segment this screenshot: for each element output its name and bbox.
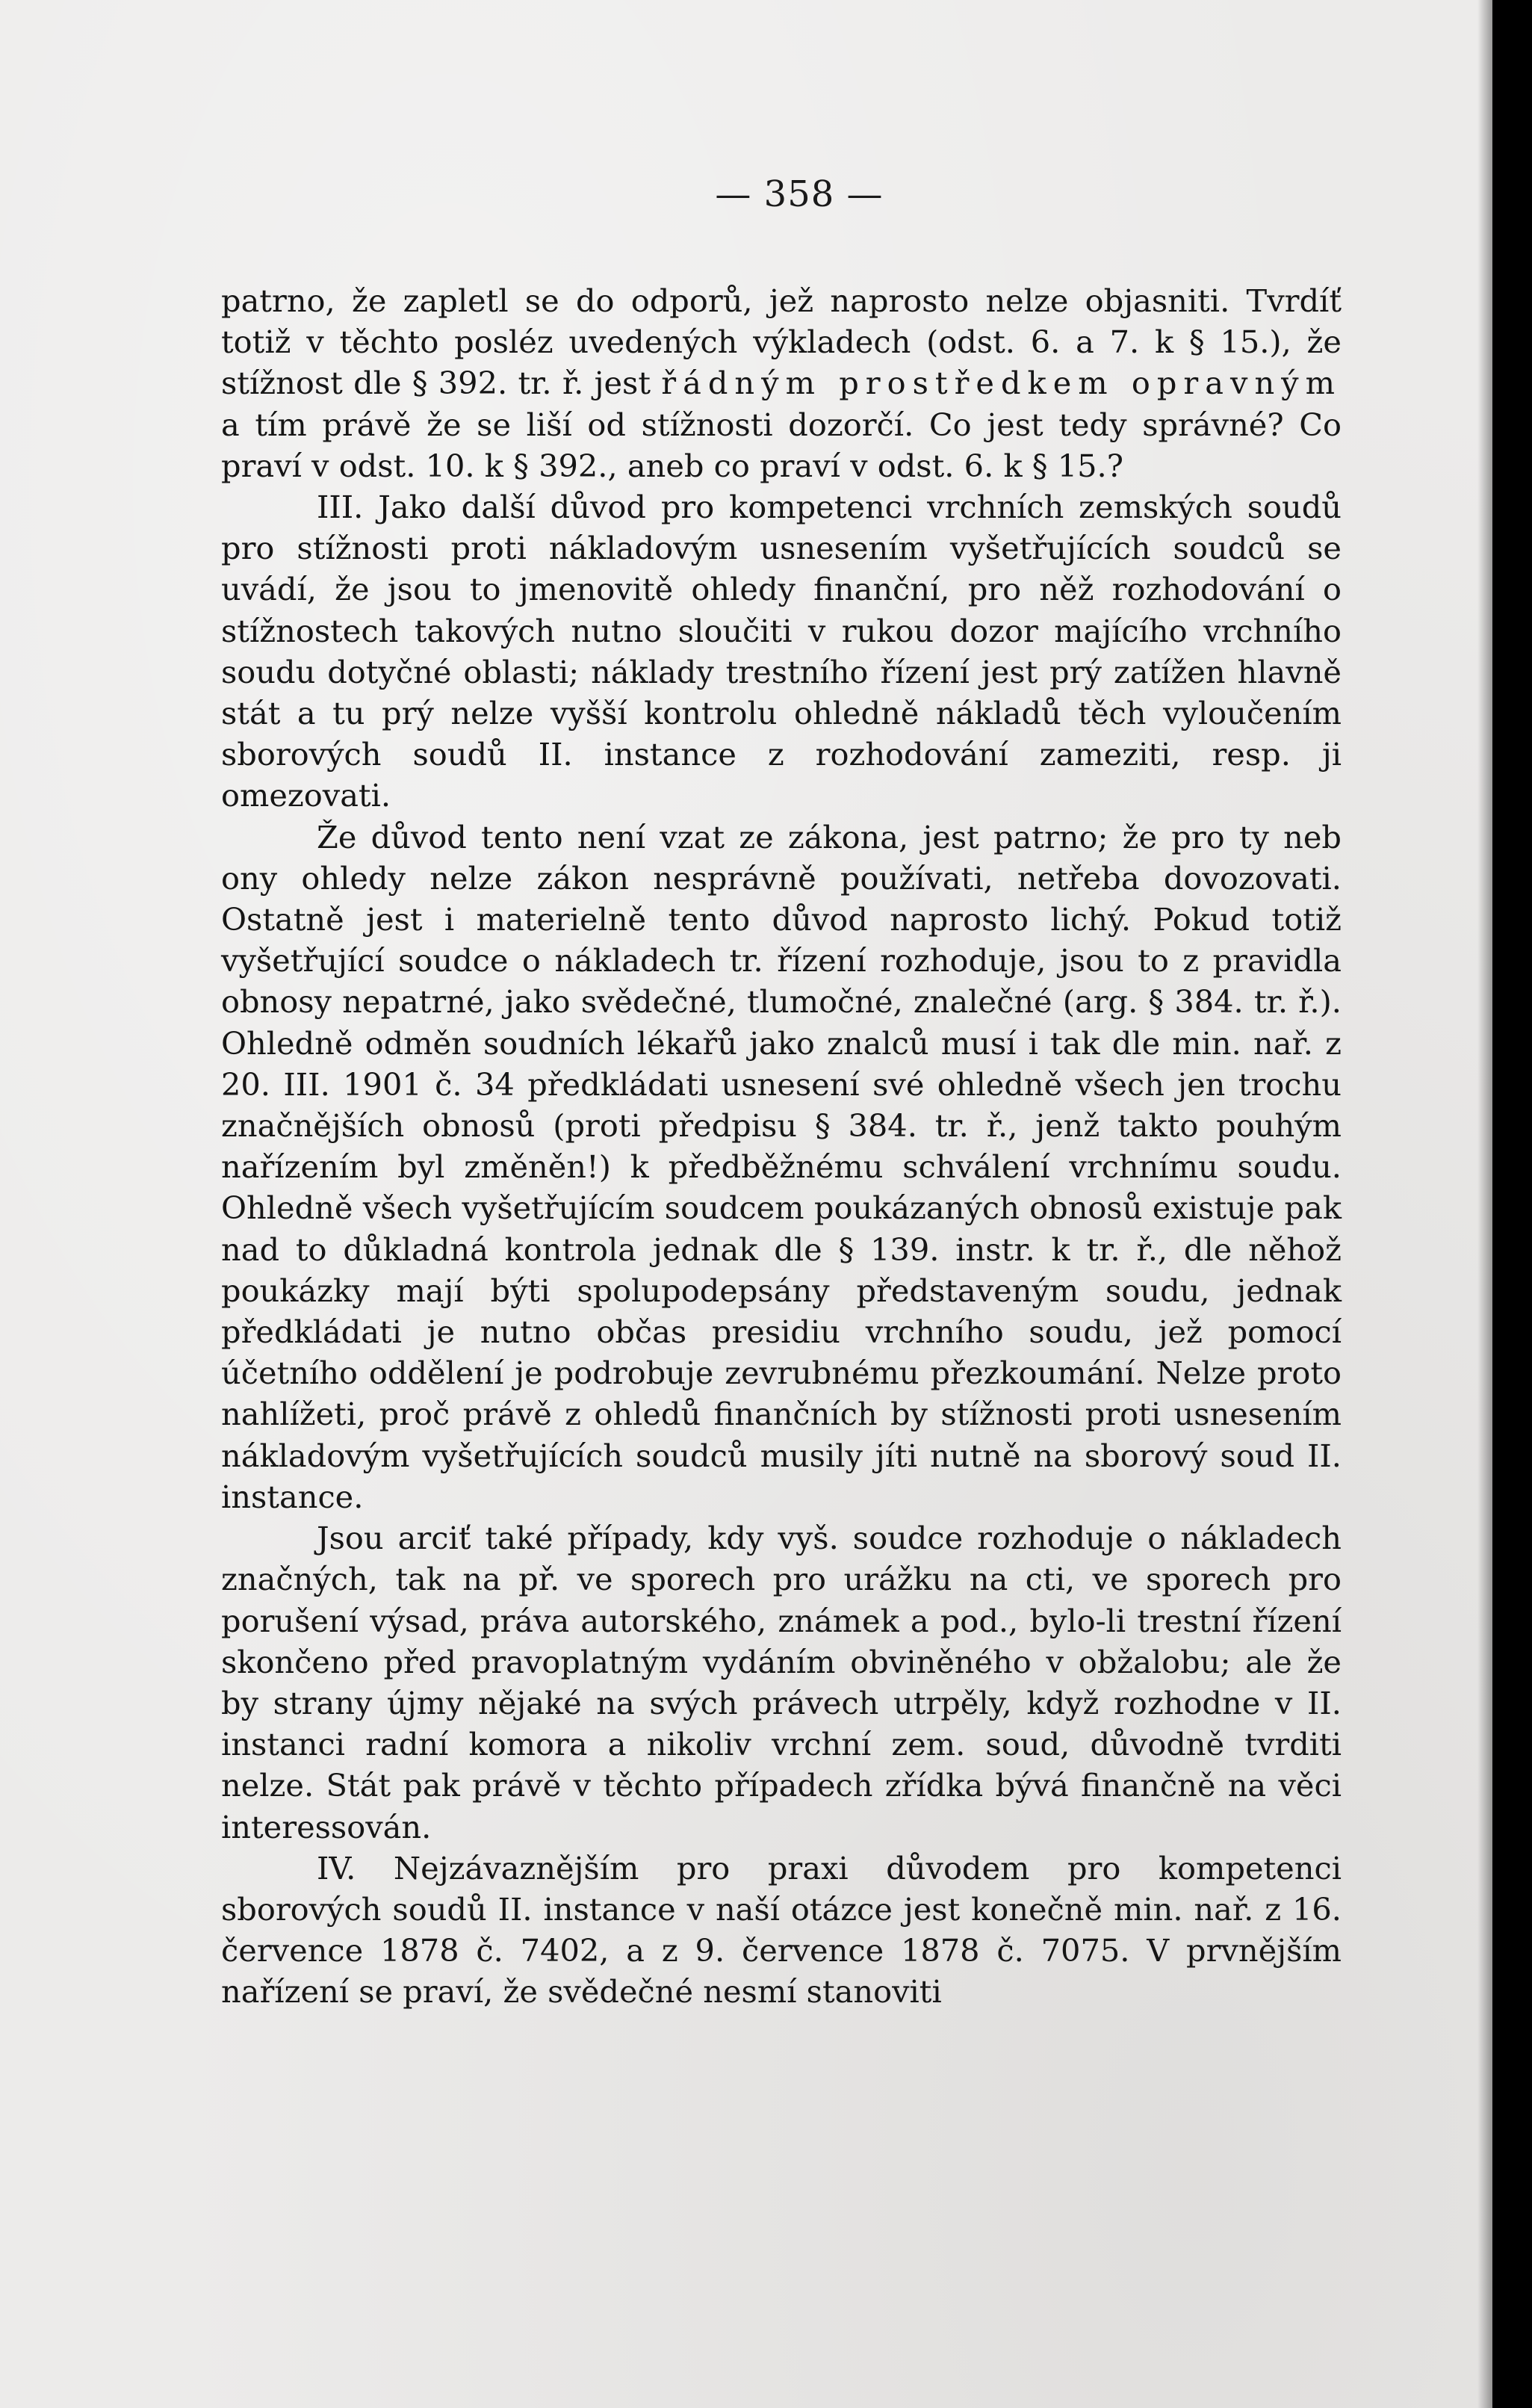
- paragraph-1-part-3: a tím právě že se liší od stížnosti dozorčí. Co jest tedy správné? Co praví v odst. 10. k § 392., aneb co praví v odst. 6. k § 15.?: [221, 406, 1342, 484]
- paragraph-1: [221, 280, 1342, 486]
- paragraph-2: III. Jako další důvod pro kompetenci vrchních zemských soudů pro stížnosti proti nákladovým usnesením vyšetřujících soudců se uvádí, že jsou to jmenovitě ohledy finanční, pro něž rozhodování o stížnostech takových nutno sloučiti v rukou dozor majícího vrchního soudu dotyčné oblasti; náklady trestního řízení jest prý zatížen hlavně stát a tu prý nelze vyšší kontrolu ohledně nákladů těch vyloučením sborových soudů II. instance z rozhodování zameziti, resp. ji omezovati.: [221, 489, 1342, 814]
- paragraph-4: Jsou arciť také případy, kdy vyš. soudce rozhoduje o nákladech značných, tak na př. ve sporech pro urážku na cti, ve sporech pro porušení výsad, práva autorského, známek a pod., bylo-li trestní řízení skončeno před pravoplatným vydáním obviněného v obžalobu; ale že by strany újmy nějaké na svých právech utrpěly, když rozhodne v II. instanci radní komora a nikoliv vrchní zem. soud, důvodně tvrditi nelze. Stát pak právě v těchto případech zřídka bývá finančně na věci interessován.: [221, 1520, 1342, 1845]
- paragraph-1-part-1: patrno, že zapletl se do odporů, jež naprosto nelze objasniti. Tvrdíť totiž v těchto posléz uvedených výkladech (odst. 6. a 7. k § 15.), že stížnost dle § 392. tr. ř. jest: [221, 282, 1342, 402]
- page-number: — 358 —: [715, 173, 884, 215]
- paragraph-3: Že důvod tento není vzat ze zákona, jest patrno; že pro ty neb ony ohledy nelze zákon nesprávně používati, netřeba dovozovati. Ostatně jest i materielně tento důvod naprosto lichý. Pokud totiž vyšetřující soudce o nákladech tr. řízení rozhoduje, jsou to z pravidla obnosy nepatrné, jako svědečné, tlumočné, znalečné (arg. § 384. tr. ř.). Ohledně odměn soudních lékařů jako znalců musí i tak dle min. nař. z 20. III. 1901 č. 34 předkládati usnesení své ohledně všech jen trochu značnějších obnosů (proti předpisu § 384. tr. ř., jenž takto pouhým nařízením byl změněn!) k předběžnému schválení vrchnímu soudu. Ohledně všech vyšetřujícím soudcem poukázaných obnosů existuje pak nad to důkladná kontrola jednak dle § 139. instr. k tr. ř., dle něhož poukázky mají býti spolupodepsány představeným soudu, jednak předkládati je nutno občas presidiu vrchního soudu, jež pomocí účetního oddělení je podrobuje zevrubnému přezkoumání. Nelze proto nahlížeti, proč právě z ohledů finančních by stížnosti proti usnesením nákladovým vyšetřujících soudců musily jíti nutně na sborový soud II. instance.: [221, 818, 1342, 1515]
- emphasized-phrase: řádným prostředkem opravným: [661, 365, 1342, 402]
- body-text: [221, 280, 1342, 2013]
- paragraph-5: IV. Nejzávaznějším pro praxi důvodem pro kompetenci sborových soudů II. instance v naší otázce jest konečně min. nař. z 16. července 1878 č. 7402, a z 9. července 1878 č. 7075. V prvnějším nařízení se praví, že svědečné nesmí stanoviti: [221, 1849, 1342, 2011]
- page-edge-shadow: [1477, 0, 1492, 2408]
